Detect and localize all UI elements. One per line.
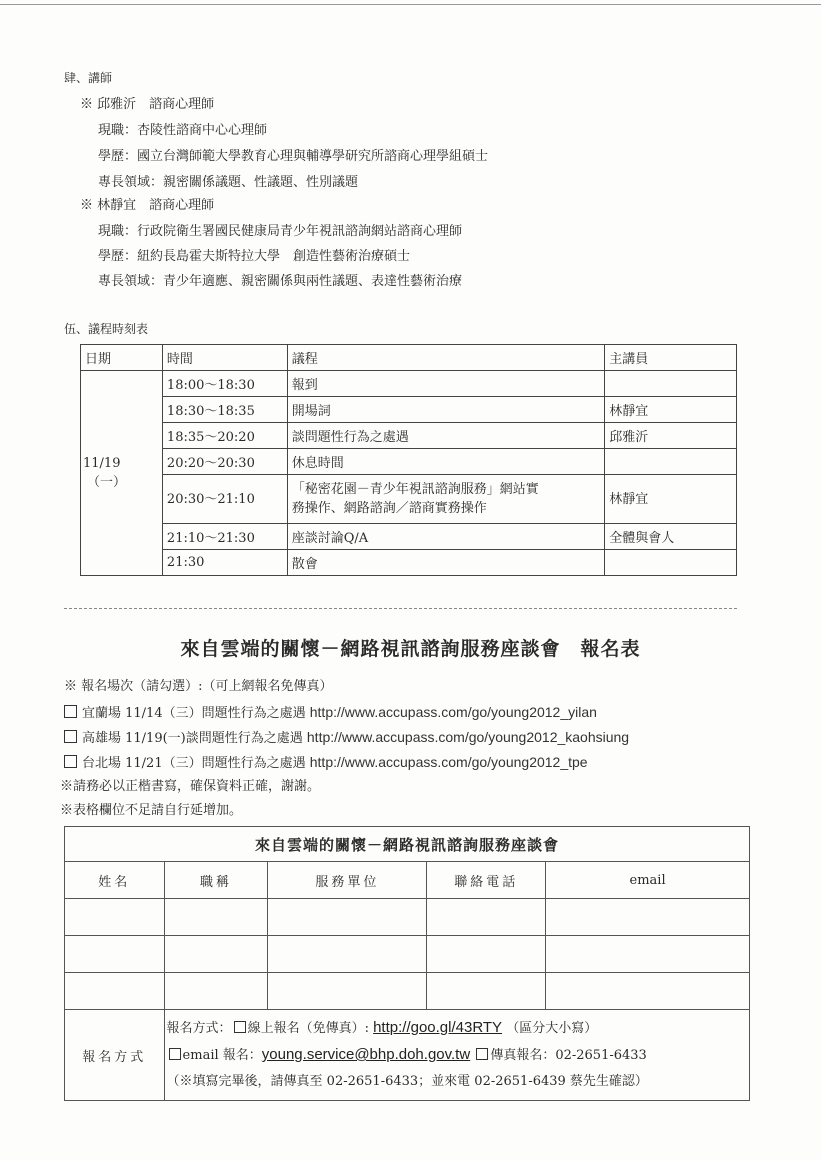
col-org-header: 服務單位 [268,862,427,899]
speaker-2-education: 學歷：紐約長島霍夫斯特拉大學 創造性藝術治療碩士 [98,249,411,264]
method-line-online [167,1015,747,1042]
schedule-header-row [81,345,737,371]
form-title: 來自雲端的關懷－網路視訊諮詢服務座談會 報名表 [180,638,641,660]
schedule-agenda: 開場詞 [287,397,604,423]
schedule-time: 18:30～18:35 [162,397,287,423]
speaker-2-position: 現職：行政院衛生署國民健康局青少年視訊諮詢網站諮商心理師 [98,224,463,239]
registration-entry-row [65,899,750,936]
registration-entry-row [65,973,750,1010]
schedule-speaker [605,550,737,576]
session-note: ※ 報名場次（請勾選）:（可上網報名免傳真） [64,679,333,694]
col-time-header: 時間 [162,345,287,371]
col-agenda-header: 議程 [287,345,604,371]
registration-header-row [65,862,750,899]
schedule-time: 21:10～21:30 [162,524,287,550]
cut-line [64,608,737,609]
schedule-agenda: 報到 [287,371,604,397]
note-extend-table: ※表格欄位不足請自行延增加。 [60,803,243,818]
speaker-2-expertise: 專長領域：青少年適應、親密關係與兩性議題、表達性藝術治療 [98,274,463,289]
schedule-row [81,550,737,576]
session-label: 宜蘭場 11/14（三）問題性行為之處遇 [82,706,306,721]
phone-cell[interactable] [427,936,546,973]
col-speaker-header: 主講員 [605,345,737,371]
session-option-yilan [64,704,597,722]
method-label: 報名方式 [65,1010,165,1101]
registration-table [64,826,750,1101]
schedule-speaker: 林靜宜 [605,475,737,524]
fax-checkbox[interactable] [476,1048,488,1060]
schedule-agenda: 談問題性行為之處遇 [287,423,604,449]
email-prefix: email 報名： [182,1048,262,1063]
registration-entry-row [65,936,750,973]
method-line-email [167,1042,747,1069]
schedule-agenda-line: 務操作、網路諮詢／諮商實務操作 [291,501,487,516]
session-option-taipei [64,754,588,772]
session-url[interactable]: http://www.accupass.com/go/young2012_tpe [309,754,588,770]
name-cell[interactable] [65,936,165,973]
schedule-date: 11/19 [83,456,121,471]
schedule-agenda: 休息時間 [287,449,604,475]
name-cell[interactable] [65,899,165,936]
email-cell[interactable] [546,936,750,973]
registration-method-row [65,1010,750,1101]
col-phone-header: 聯絡電話 [427,862,546,899]
schedule-date-cell [81,371,163,576]
title-cell[interactable] [164,973,268,1010]
schedule-time: 18:00～18:30 [162,371,287,397]
schedule-agenda [287,475,604,524]
schedule-heading: 伍、議程時刻表 [64,322,149,336]
schedule-row [81,423,737,449]
email-checkbox[interactable] [169,1048,181,1060]
session-url[interactable]: http://www.accupass.com/go/young2012_yilan [309,704,597,720]
session-url[interactable]: http://www.accupass.com/go/young2012_kaohsiung [306,729,630,745]
schedule-speaker: 全體與會人 [605,524,737,550]
online-note: （區分大小寫） [506,1021,598,1036]
org-cell[interactable] [268,936,427,973]
schedule-speaker: 邱雅沂 [605,423,737,449]
speaker-2-name: ※ 林靜宜 諮商心理師 [80,198,215,213]
col-date-header: 日期 [81,345,163,371]
session-checkbox[interactable] [64,755,77,768]
schedule-time: 20:30～21:10 [162,475,287,524]
schedule-speaker [605,371,737,397]
schedule-time: 20:20～20:30 [162,449,287,475]
title-cell[interactable] [164,936,268,973]
session-checkbox[interactable] [64,705,77,718]
schedule-weekday: （一） [87,475,127,490]
schedule-row [81,524,737,550]
org-cell[interactable] [268,973,427,1010]
speakers-heading: 肆、講師 [64,71,113,85]
page-top-edge [0,4,821,5]
schedule-speaker [605,449,737,475]
registration-table-title: 來自雲端的關懷－網路視訊諮詢服務座談會 [65,827,750,862]
session-label: 台北場 11/21（三）問題性行為之處遇 [82,756,306,771]
col-email-header: email [546,862,750,899]
method-line-confirm: （※填寫完畢後，請傳真至 02-2651-6433；並來電 02-2651-6439 蔡先生確認） [166,1074,648,1089]
title-cell[interactable] [164,899,268,936]
session-checkbox[interactable] [64,730,77,743]
col-name-header: 姓名 [65,862,165,899]
method-prefix: 報名方式： [166,1021,232,1036]
speaker-1-position: 現職：杏陵性諮商中心心理師 [98,123,268,138]
phone-cell[interactable] [427,899,546,936]
schedule-table [80,344,737,576]
method-details [164,1010,749,1101]
email-cell[interactable] [546,973,750,1010]
email-link[interactable]: young.service@bhp.doh.gov.tw [261,1046,471,1063]
note-print-clearly: ※請務必以正楷書寫，確保資料正確，謝謝。 [60,779,321,794]
schedule-agenda-line: 「秘密花園－青少年視訊諮詢服務」網站實 [291,482,539,497]
online-link[interactable]: http://goo.gl/43RTY [373,1019,503,1036]
col-title-header: 職稱 [164,862,268,899]
phone-cell[interactable] [427,973,546,1010]
email-cell[interactable] [546,899,750,936]
org-cell[interactable] [268,899,427,936]
schedule-time: 18:35～20:20 [162,423,287,449]
online-checkbox[interactable] [234,1021,246,1033]
name-cell[interactable] [65,973,165,1010]
session-option-kaohsiung [64,729,629,747]
schedule-row [81,371,737,397]
speaker-1-name: ※ 邱雅沂 諮商心理師 [80,97,215,112]
schedule-agenda: 散會 [287,550,604,576]
session-label: 高雄場 11/19(一)談問題性行為之處遇 [82,731,303,746]
schedule-row [81,397,737,423]
schedule-time: 21:30 [162,550,287,576]
fax-text: 傳真報名：02-2651-6433 [490,1048,647,1063]
online-label: 線上報名（免傳真）: [247,1021,369,1036]
speaker-1-education: 學歷：國立台灣師範大學教育心理與輔導學研究所諮商心理學組碩士 [98,149,489,164]
schedule-speaker: 林靜宜 [605,397,737,423]
schedule-row [81,475,737,524]
schedule-agenda: 座談討論Q/A [287,524,604,550]
schedule-row [81,449,737,475]
speaker-1-expertise: 專長領域：親密關係議題、性議題、性別議題 [98,175,359,190]
